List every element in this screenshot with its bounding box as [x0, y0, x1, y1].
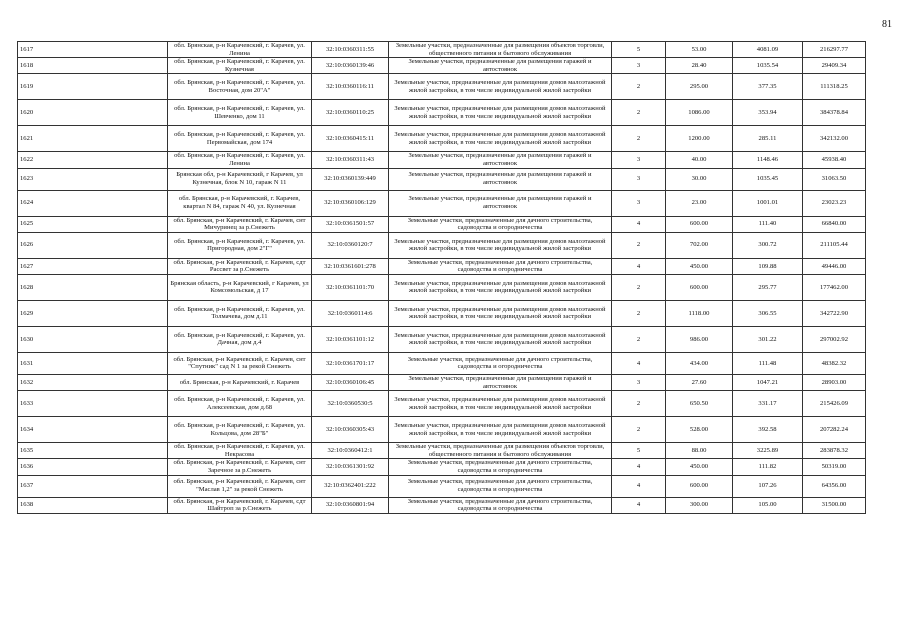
cadastral-number-cell: 32:10:0360311:55: [312, 42, 389, 58]
table-row: [18, 274, 866, 300]
land-use-cell: Земельные участки, предназначенные для размещения гаражей и автостоянок: [389, 190, 612, 216]
land-use-cell: Земельные участки, предназначенные для размещения домов малоэтажной жилой застройки, в том числе индивидуальной жилой застройки: [389, 232, 612, 258]
table-row: [18, 497, 866, 513]
row-number: 1631: [18, 352, 168, 374]
row-number: 1635: [18, 443, 168, 459]
land-use-cell: Земельные участки, предназначенные для размещения гаражей и автостоянок: [389, 374, 612, 390]
rate-cell: 107.26: [733, 475, 803, 497]
group-cell: 2: [612, 300, 666, 326]
row-number: 1629: [18, 300, 168, 326]
cadastral-number-cell: 32:10:0361101:70: [312, 274, 389, 300]
table-row: [18, 352, 866, 374]
cadastral-value-cell: 48382.32: [803, 352, 866, 374]
address-cell: обл. Брянская, р-н Карачевский, г. Карачев, снт "Спутник" сад N 1 за рекой Снежеть: [168, 352, 312, 374]
cadastral-value-cell: 66840.00: [803, 216, 866, 232]
group-cell: 3: [612, 168, 666, 190]
area-cell: 23.00: [666, 190, 733, 216]
row-number: 1628: [18, 274, 168, 300]
table-body: [18, 42, 866, 514]
cadastral-number-cell: 32:10:0360412:1: [312, 443, 389, 459]
row-number: 1636: [18, 459, 168, 475]
table-row: [18, 391, 866, 417]
area-cell: 600.00: [666, 274, 733, 300]
land-use-cell: Земельные участки, предназначенные для размещения домов малоэтажной жилой застройки, в том числе индивидуальной жилой застройки: [389, 300, 612, 326]
cadastral-number-cell: 32:10:0360120:7: [312, 232, 389, 258]
address-cell: обл. Брянская, р-н Карачевский, г. Карачев, квартал N 84, гараж N 40, ул. Кузнечная: [168, 190, 312, 216]
cadastral-value-cell: 23023.23: [803, 190, 866, 216]
address-cell: обл. Брянская, р-н Карачевский, г. Карачев, сдт Рассвет за р.Снежеть: [168, 258, 312, 274]
address-cell: обл. Брянская, р-н Карачевский, г. Карачев, ул. Пригородная, дом 2"Г": [168, 232, 312, 258]
row-number: 1622: [18, 152, 168, 168]
rate-cell: 306.55: [733, 300, 803, 326]
table-row: [18, 443, 866, 459]
group-cell: 2: [612, 100, 666, 126]
land-use-cell: Земельные участки, предназначенные для размещения домов малоэтажной жилой застройки, в том числе индивидуальной жилой застройки: [389, 74, 612, 100]
group-cell: 4: [612, 459, 666, 475]
row-number: 1632: [18, 374, 168, 390]
land-use-cell: Земельные участки, предназначенные для размещения домов малоэтажной жилой застройки, в том числе индивидуальной жилой застройки: [389, 417, 612, 443]
table-row: [18, 152, 866, 168]
table-row: [18, 126, 866, 152]
address-cell: обл. Брянская, р-н Карачевский, г. Карачев, ул. Первомайская, дом 174: [168, 126, 312, 152]
address-cell: Брянская область, р-н Карачевский, г Карачев, ул Комсомольская, д 17: [168, 274, 312, 300]
group-cell: 5: [612, 443, 666, 459]
cadastral-number-cell: 32:10:0360801:94: [312, 497, 389, 513]
row-number: 1620: [18, 100, 168, 126]
rate-cell: 353.94: [733, 100, 803, 126]
land-use-cell: Земельные участки, предназначенные для дачного строительства, садоводства и огородничества: [389, 475, 612, 497]
land-use-cell: Земельные участки, предназначенные для дачного строительства, садоводства и огородничества: [389, 216, 612, 232]
table-row: [18, 374, 866, 390]
rate-cell: 392.58: [733, 417, 803, 443]
group-cell: 5: [612, 42, 666, 58]
table-row: [18, 258, 866, 274]
rate-cell: 3225.89: [733, 443, 803, 459]
land-use-cell: Земельные участки, предназначенные для размещения объектов торговли, общественного питания и бытового обслуживания: [389, 42, 612, 58]
address-cell: обл. Брянская, р-н Карачевский, г. Карачев, ул. Кольцова, дом 28"Б": [168, 417, 312, 443]
land-use-cell: Земельные участки, предназначенные для размещения домов малоэтажной жилой застройки, в том числе индивидуальной жилой застройки: [389, 100, 612, 126]
table-row: [18, 100, 866, 126]
group-cell: 2: [612, 326, 666, 352]
group-cell: 4: [612, 475, 666, 497]
row-number: 1637: [18, 475, 168, 497]
row-number: 1625: [18, 216, 168, 232]
page-number: 81: [882, 19, 892, 30]
cadastral-value-cell: 297002.92: [803, 326, 866, 352]
cadastral-number-cell: 32:10:0360106:45: [312, 374, 389, 390]
area-cell: 1118.00: [666, 300, 733, 326]
row-number: 1617: [18, 42, 168, 58]
cadastral-number-cell: 32:10:0360415:11: [312, 126, 389, 152]
group-cell: 4: [612, 352, 666, 374]
table-row: [18, 74, 866, 100]
address-cell: обл. Брянская, р-н Карачевский, г. Карачев, ул. Алексеевская, дом д.68: [168, 391, 312, 417]
area-cell: 986.00: [666, 326, 733, 352]
area-cell: 88.00: [666, 443, 733, 459]
land-use-cell: Земельные участки, предназначенные для размещения объектов торговли, общественного питания и бытового обслуживания: [389, 443, 612, 459]
group-cell: 3: [612, 152, 666, 168]
row-number: 1627: [18, 258, 168, 274]
address-cell: обл. Брянская, р-н Карачевский, г. Карачев, ул. Толмачева, дом д.11: [168, 300, 312, 326]
area-cell: 434.00: [666, 352, 733, 374]
cadastral-value-cell: 342722.90: [803, 300, 866, 326]
land-use-cell: Земельные участки, предназначенные для дачного строительства, садоводства и огородничества: [389, 258, 612, 274]
cadastral-number-cell: 32:10:0360114:6: [312, 300, 389, 326]
rate-cell: 109.88: [733, 258, 803, 274]
cadastral-value-cell: 49446.00: [803, 258, 866, 274]
cadastral-value-cell: 50319.00: [803, 459, 866, 475]
rate-cell: 1001.01: [733, 190, 803, 216]
cadastral-number-cell: 32:10:0361701:17: [312, 352, 389, 374]
cadastral-value-cell: 177462.00: [803, 274, 866, 300]
area-cell: 1086.00: [666, 100, 733, 126]
area-cell: 30.00: [666, 168, 733, 190]
area-cell: 600.00: [666, 216, 733, 232]
rate-cell: 105.00: [733, 497, 803, 513]
cadastral-value-cell: 31500.00: [803, 497, 866, 513]
cadastral-number-cell: 32:10:0360110:25: [312, 100, 389, 126]
cadastral-number-cell: 32:10:0360305:43: [312, 417, 389, 443]
rate-cell: 1035.54: [733, 58, 803, 74]
table-row: [18, 326, 866, 352]
group-cell: 3: [612, 190, 666, 216]
rate-cell: 295.77: [733, 274, 803, 300]
address-cell: обл. Брянская, р-н Карачевский, г. Карачев, ул. Ленина: [168, 42, 312, 58]
area-cell: 295.00: [666, 74, 733, 100]
cadastral-value-cell: 45938.40: [803, 152, 866, 168]
address-cell: обл. Брянская, р-н Карачевский, г. Карачев, ул. Ленина: [168, 152, 312, 168]
area-cell: 28.40: [666, 58, 733, 74]
row-number: 1624: [18, 190, 168, 216]
rate-cell: 285.11: [733, 126, 803, 152]
cadastral-value-cell: 216297.77: [803, 42, 866, 58]
group-cell: 2: [612, 274, 666, 300]
land-use-cell: Земельные участки, предназначенные для размещения домов малоэтажной жилой застройки, в том числе индивидуальной жилой застройки: [389, 126, 612, 152]
cadastral-value-cell: 28903.00: [803, 374, 866, 390]
land-use-cell: Земельные участки, предназначенные для размещения гаражей и автостоянок: [389, 152, 612, 168]
cadastral-number-cell: 32:10:0360116:11: [312, 74, 389, 100]
land-use-cell: Земельные участки, предназначенные для размещения домов малоэтажной жилой застройки, в том числе индивидуальной жилой застройки: [389, 326, 612, 352]
row-number: 1618: [18, 58, 168, 74]
area-cell: 27.60: [666, 374, 733, 390]
table-row: [18, 216, 866, 232]
address-cell: обл. Брянская, р-н Карачевский, г. Карачев, ул. Дачная, дом д.4: [168, 326, 312, 352]
area-cell: 702.00: [666, 232, 733, 258]
address-cell: обл. Брянская, р-н Карачевский, г. Карачев, ул. Некрасова: [168, 443, 312, 459]
group-cell: 2: [612, 417, 666, 443]
land-use-cell: Земельные участки, предназначенные для дачного строительства, садоводства и огородничества: [389, 497, 612, 513]
area-cell: 1200.00: [666, 126, 733, 152]
cadastral-number-cell: 32:10:0360530:5: [312, 391, 389, 417]
table-row: [18, 417, 866, 443]
area-cell: 600.00: [666, 475, 733, 497]
address-cell: обл. Брянская, р-н Карачевский, г. Карачев, ул. Восточная, дом 20"А": [168, 74, 312, 100]
cadastral-number-cell: 32:10:0361101:12: [312, 326, 389, 352]
address-cell: обл. Брянская, р-н Карачевский, г. Карачев, ул. Кузнечная: [168, 58, 312, 74]
area-cell: 300.00: [666, 497, 733, 513]
cadastral-value-cell: 342132.00: [803, 126, 866, 152]
cadastral-value-cell: 207282.24: [803, 417, 866, 443]
area-cell: 528.00: [666, 417, 733, 443]
address-cell: обл. Брянская, р-н Карачевский, г. Карачев, сдт Шайтроп за р.Снежеть: [168, 497, 312, 513]
rate-cell: 1035.45: [733, 168, 803, 190]
address-cell: обл. Брянская, р-н Карачевский, г. Карачев, снт Заречное за р.Снежеть: [168, 459, 312, 475]
group-cell: 2: [612, 391, 666, 417]
row-number: 1638: [18, 497, 168, 513]
area-cell: 450.00: [666, 459, 733, 475]
group-cell: 2: [612, 126, 666, 152]
table-row: [18, 42, 866, 58]
table-row: [18, 190, 866, 216]
land-use-cell: Земельные участки, предназначенные для размещения гаражей и автостоянок: [389, 58, 612, 74]
group-cell: 2: [612, 232, 666, 258]
address-cell: обл. Брянская, р-н Карачевский, г. Карачев, снт Мичуринец за р.Снежеть: [168, 216, 312, 232]
cadastral-value-cell: 215426.09: [803, 391, 866, 417]
cadastral-value-cell: 283878.32: [803, 443, 866, 459]
row-number: 1630: [18, 326, 168, 352]
row-number: 1626: [18, 232, 168, 258]
address-cell: обл. Брянская, р-н Карачевский, г. Карачев: [168, 374, 312, 390]
cadastral-value-cell: 211105.44: [803, 232, 866, 258]
cadastral-number-cell: 32:10:0360106:129: [312, 190, 389, 216]
table-row: [18, 475, 866, 497]
table-row: [18, 58, 866, 74]
table-row: [18, 459, 866, 475]
group-cell: 2: [612, 74, 666, 100]
cadastral-value-cell: 111318.25: [803, 74, 866, 100]
group-cell: 4: [612, 497, 666, 513]
area-cell: 40.00: [666, 152, 733, 168]
land-use-cell: Земельные участки, предназначенные для дачного строительства, садоводства и огородничества: [389, 352, 612, 374]
land-use-cell: Земельные участки, предназначенные для размещения домов малоэтажной жилой застройки, в том числе индивидуальной жилой застройки: [389, 274, 612, 300]
rate-cell: 377.35: [733, 74, 803, 100]
rate-cell: 300.72: [733, 232, 803, 258]
cadastral-number-cell: 32:10:0361301:92: [312, 459, 389, 475]
area-cell: 53.00: [666, 42, 733, 58]
row-number: 1634: [18, 417, 168, 443]
rate-cell: 111.82: [733, 459, 803, 475]
group-cell: 4: [612, 258, 666, 274]
address-cell: обл. Брянская, р-н Карачевский, г. Карачев, ул. Шевченко, дом 11: [168, 100, 312, 126]
rate-cell: 111.48: [733, 352, 803, 374]
group-cell: 4: [612, 216, 666, 232]
address-cell: Брянская обл, р-н Карачевский, г Карачев, ул Кузнечная, блок N 10, гараж N 11: [168, 168, 312, 190]
land-use-cell: Земельные участки, предназначенные для размещения домов малоэтажной жилой застройки, в том числе индивидуальной жилой застройки: [389, 391, 612, 417]
area-cell: 450.00: [666, 258, 733, 274]
cadastral-value-cell: 384378.84: [803, 100, 866, 126]
rate-cell: 4081.09: [733, 42, 803, 58]
cadastral-number-cell: 32:10:0361501:57: [312, 216, 389, 232]
group-cell: 3: [612, 374, 666, 390]
rate-cell: 1148.46: [733, 152, 803, 168]
area-cell: 650.50: [666, 391, 733, 417]
cadastral-number-cell: 32:10:0362401:222: [312, 475, 389, 497]
rate-cell: 301.22: [733, 326, 803, 352]
table-row: [18, 232, 866, 258]
cadastral-number-cell: 32:10:0361601:278: [312, 258, 389, 274]
cadastral-number-cell: 32:10:0360139:46: [312, 58, 389, 74]
cadastral-number-cell: 32:10:0360311:43: [312, 152, 389, 168]
group-cell: 3: [612, 58, 666, 74]
table-row: [18, 168, 866, 190]
row-number: 1621: [18, 126, 168, 152]
land-registry-table: [17, 41, 866, 514]
rate-cell: 331.17: [733, 391, 803, 417]
row-number: 1623: [18, 168, 168, 190]
cadastral-number-cell: 32:10:0360139:449: [312, 168, 389, 190]
table-row: [18, 300, 866, 326]
row-number: 1619: [18, 74, 168, 100]
cadastral-value-cell: 31063.50: [803, 168, 866, 190]
address-cell: обл. Брянская, р-н Карачевский, г. Карачев, снт "Маслав 1,2" за рекой Снежеть: [168, 475, 312, 497]
row-number: 1633: [18, 391, 168, 417]
cadastral-value-cell: 64356.00: [803, 475, 866, 497]
land-use-cell: Земельные участки, предназначенные для дачного строительства, садоводства и огородничества: [389, 459, 612, 475]
rate-cell: 1047.21: [733, 374, 803, 390]
rate-cell: 111.40: [733, 216, 803, 232]
cadastral-value-cell: 29409.34: [803, 58, 866, 74]
land-use-cell: Земельные участки, предназначенные для размещения гаражей и автостоянок: [389, 168, 612, 190]
